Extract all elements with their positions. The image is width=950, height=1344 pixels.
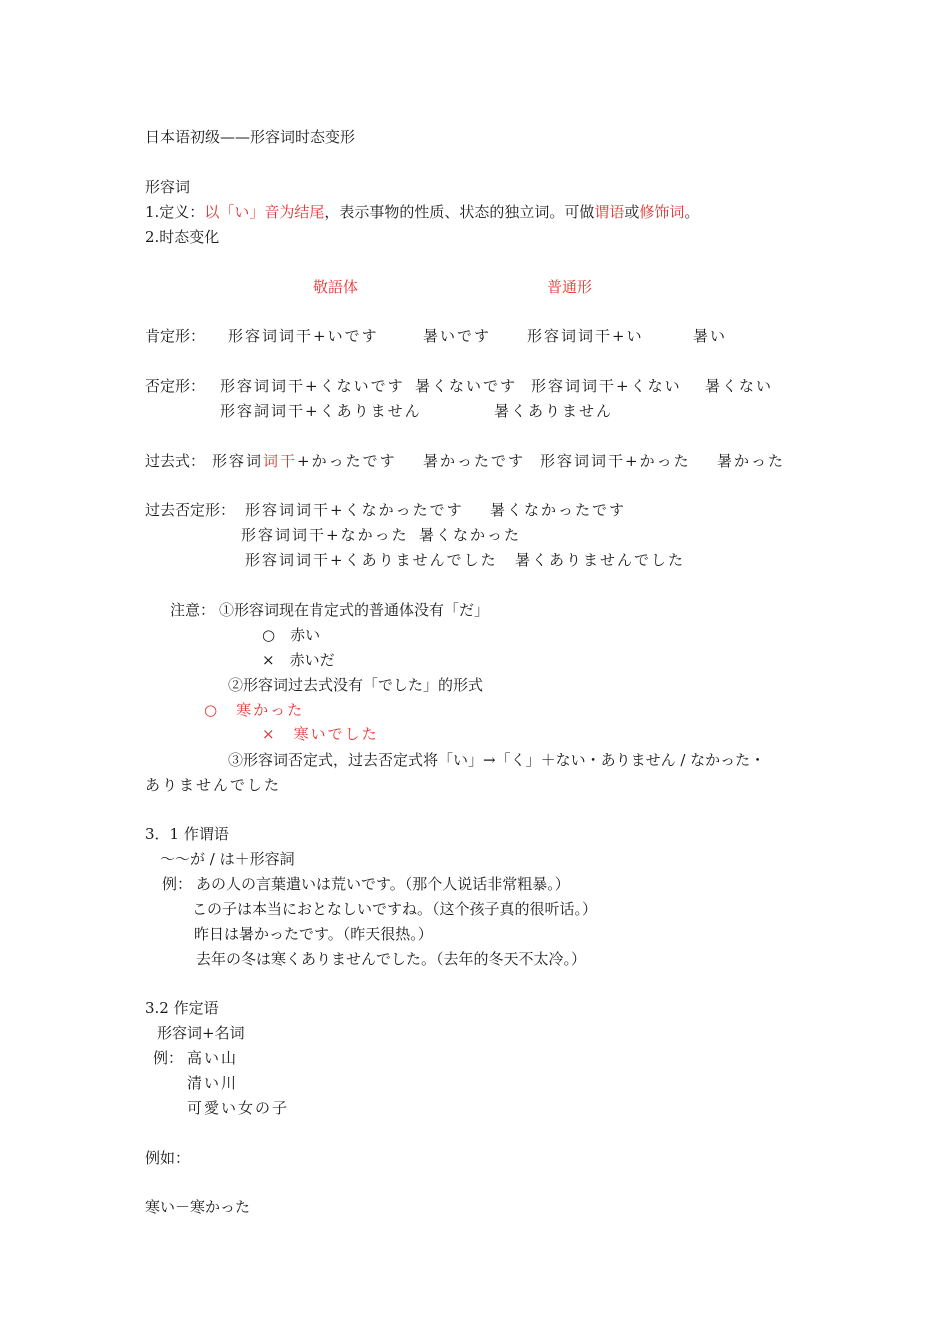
note-1: ①形容词现在肯定式的普通体没有「だ」: [219, 601, 490, 619]
note-2-correct: ○ 寒かった: [204, 701, 305, 719]
column-header-plain: 普通形: [547, 278, 593, 296]
attributive-pattern: 形容词+名词: [157, 1024, 245, 1042]
past-polite-example: 暑かったです: [423, 452, 526, 470]
example-label: 例如：: [145, 1149, 191, 1167]
past-polite-rule-a: 形容词: [212, 452, 264, 470]
definition-end: 。: [684, 203, 700, 221]
negative-polite-example-2: 暑くありません: [494, 402, 614, 420]
past-polite-rule-b: +かったです: [297, 452, 397, 470]
tense-heading: 2.时态变化: [145, 228, 220, 246]
predicate-example-1: あの人の言葉遣いは荒いです。（那个人说话非常粗暴。）: [196, 875, 570, 893]
column-header-polite: 敬語体: [313, 278, 359, 296]
note-1-correct: ○ 赤い: [262, 626, 321, 644]
note-2-incorrect: × 寒いでした: [262, 725, 379, 743]
definition-line: [145, 202, 699, 222]
note-3-continued: ありませんでした: [145, 776, 282, 794]
affirmative-polite-rule: 形容词词干+いです: [228, 327, 379, 345]
note-3: ③形容词否定式，过去否定式将「い」→「く」＋ない・ありません / なかった・: [228, 751, 766, 769]
definition-highlight-ending: 以「い」音为结尾: [204, 203, 325, 221]
past-polite-rule-stem: 词干: [263, 452, 298, 470]
negative-plain-rule: 形容词词干+くない: [531, 377, 682, 395]
past-negative-rule-3: 形容词词干+くありませんでした: [245, 551, 498, 569]
attributive-example-3: 可愛い女の子: [187, 1099, 290, 1117]
predicate-heading: 3．1 作谓语: [145, 825, 229, 843]
affirmative-label: 肯定形：: [145, 327, 206, 345]
attributive-example-2: 清い川: [187, 1074, 239, 1092]
note-2: ②形容词过去式没有「でした」的形式: [228, 676, 484, 694]
predicate-example-label: 例：: [162, 875, 193, 893]
page-title: 日本语初级——形容词时态变形: [145, 128, 356, 146]
definition-highlight-predicate: 谓语: [594, 203, 625, 221]
predicate-example-4: 去年の冬は寒くありませんでした。（去年的冬天不太冷。）: [196, 950, 587, 968]
predicate-example-2: この子は本当におとなしいですね。（这个孩子真的很听话。）: [192, 900, 598, 918]
predicate-pattern: ～～が / は＋形容詞: [160, 850, 295, 868]
past-label: 过去式：: [145, 452, 206, 470]
definition-or: 或: [624, 203, 640, 221]
past-negative-rule-2: 形容词词干+なかった: [241, 526, 409, 544]
past-plain-example: 暑かった: [717, 452, 786, 470]
past-negative-example-3: 暑くありませんでした: [515, 551, 686, 569]
negative-polite-example: 暑くないです: [415, 377, 518, 395]
attributive-example-1: 高い山: [187, 1049, 239, 1067]
definition-text: ，表示事物的性质、状态的独立词。可做: [324, 203, 595, 221]
section-heading: 形容词: [145, 178, 191, 196]
definition-prefix: 1.定义：: [145, 203, 205, 221]
final-line: 寒い－寒かった: [145, 1198, 251, 1216]
attributive-heading: 3.2 作定语: [145, 999, 219, 1017]
past-plain-rule: 形容词词干+かった: [540, 452, 691, 470]
past-negative-rule-1: 形容词词干+くなかったです: [245, 501, 464, 519]
negative-plain-example: 暑くない: [705, 377, 774, 395]
past-negative-example-2: 暑くなかった: [419, 526, 522, 544]
past-negative-example-1: 暑くなかったです: [490, 501, 627, 519]
past-negative-label: 过去否定形：: [145, 501, 236, 519]
negative-polite-rule-2: 形容詞词干+くありません: [220, 402, 422, 420]
negative-label: 否定形：: [145, 377, 206, 395]
notes-label: 注意：: [170, 601, 216, 619]
affirmative-polite-example: 暑いです: [423, 327, 492, 345]
negative-polite-rule: 形容词词干+くないです: [220, 377, 405, 395]
attributive-example-label: 例：: [153, 1049, 184, 1067]
note-1-incorrect: × 赤いだ: [262, 651, 335, 669]
affirmative-plain-rule: 形容词词干+い: [527, 327, 644, 345]
past-polite-rule: [212, 451, 397, 471]
predicate-example-3: 昨日は暑かったです。（昨天很热。）: [194, 925, 433, 943]
affirmative-plain-example: 暑い: [693, 327, 728, 345]
definition-highlight-modifier: 修饰词: [639, 203, 685, 221]
